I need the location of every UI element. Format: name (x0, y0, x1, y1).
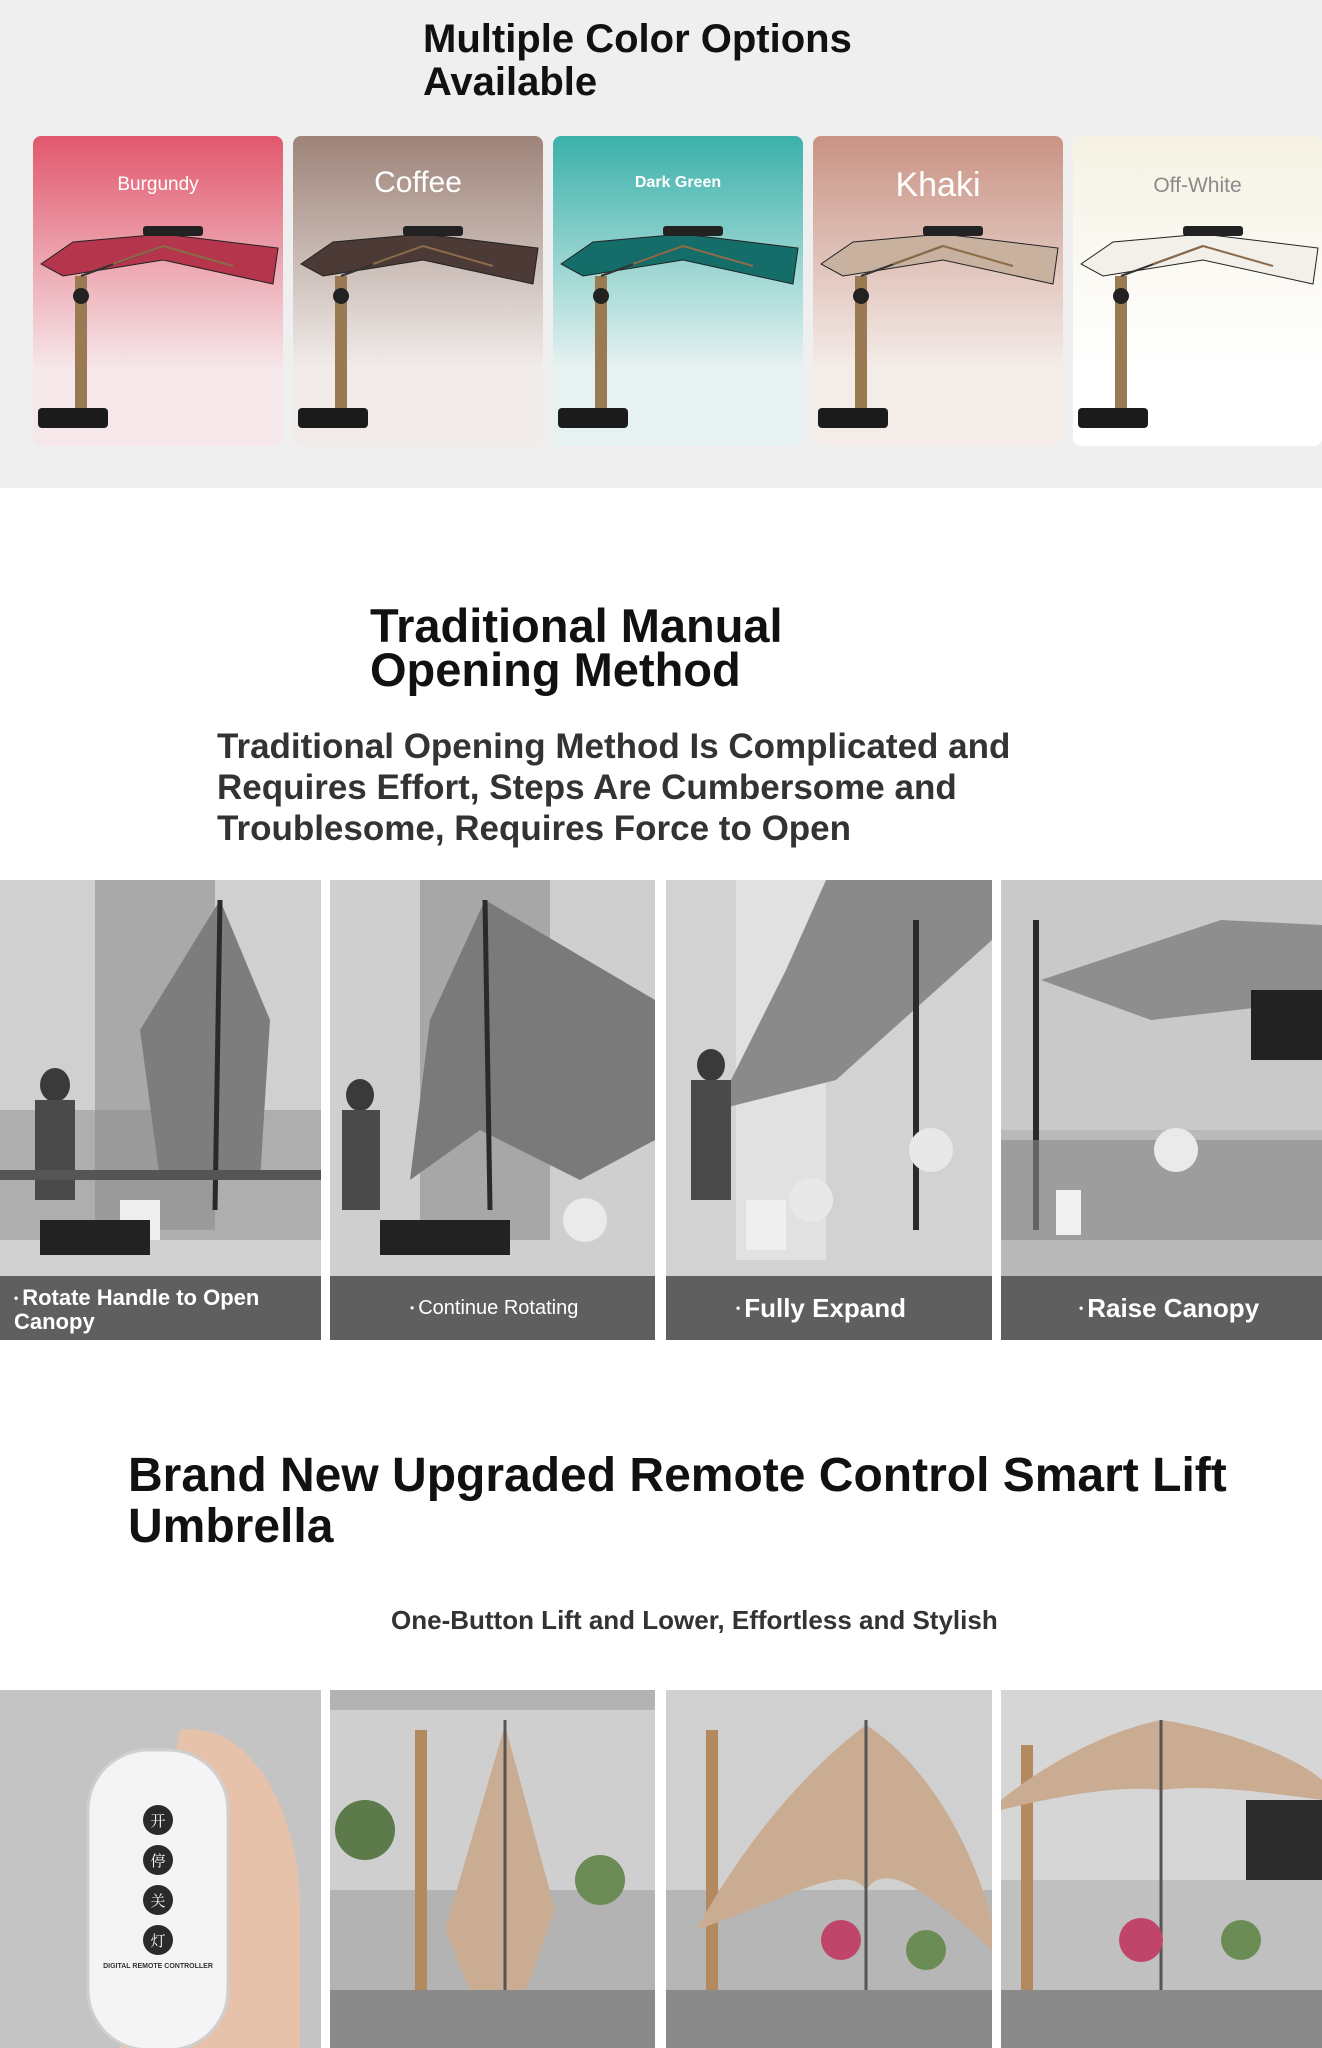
color-card-khaki (813, 136, 1063, 446)
remote-label: DIGITAL REMOTE CONTROLLER (103, 1963, 213, 1970)
remote-control-illustration (0, 1690, 321, 2048)
smart-umbrella-title: Brand New Upgraded Remote Control Smart Lift Umbrella (128, 1449, 1227, 1553)
step-photo-rotate-handle (0, 880, 321, 1340)
step-caption-text: Rotate Handle to Open Canopy (14, 1285, 260, 1334)
remote-control-photo (0, 1690, 321, 2048)
step-illustration (330, 880, 655, 1340)
lift-illustration (330, 1690, 655, 2048)
step-caption-text: Fully Expand (744, 1293, 907, 1323)
color-label: Khaki (895, 166, 981, 204)
lift-photo-half-open (666, 1690, 992, 2048)
lift-illustration (1001, 1690, 1322, 2048)
step-caption: • Continue Rotating (330, 1276, 655, 1340)
remote-button-label: 开 (150, 1812, 166, 1830)
color-label: Coffee (374, 166, 462, 199)
lift-photo-open (1001, 1690, 1322, 2048)
lift-photo-closed (330, 1690, 655, 2048)
step-caption: • Fully Expand (666, 1276, 992, 1340)
color-label: Dark Green (634, 174, 722, 191)
color-options-title: Multiple Color Options Available (423, 17, 852, 104)
color-card-dark-green (553, 136, 803, 446)
step-caption: • Rotate Handle to Open Canopy (0, 1276, 321, 1340)
remote-button-label: 关 (150, 1892, 166, 1910)
color-label: Burgundy (117, 174, 199, 195)
step-caption: • Raise Canopy (1001, 1276, 1322, 1340)
step-illustration (666, 880, 992, 1340)
color-options-section (0, 0, 1322, 488)
lift-illustration (666, 1690, 992, 2048)
step-photo-fully-expand (666, 880, 992, 1340)
color-card-burgundy (33, 136, 283, 446)
step-illustration (0, 880, 321, 1340)
step-photo-raise-canopy (1001, 880, 1322, 1340)
manual-method-title: Traditional Manual Opening Method (370, 599, 783, 696)
color-card-coffee (293, 136, 543, 446)
step-photo-continue-rotating (330, 880, 655, 1340)
step-caption-text: Continue Rotating (418, 1297, 579, 1319)
remote-button-label: 灯 (150, 1932, 166, 1950)
step-caption-text: Raise Canopy (1087, 1293, 1260, 1323)
remote-button-label: 停 (150, 1852, 166, 1870)
smart-umbrella-subtitle: One-Button Lift and Lower, Effortless and Stylish (391, 1605, 998, 1635)
step-illustration (1001, 880, 1322, 1340)
color-card-off-white (1073, 136, 1322, 446)
color-label: Off-White (1153, 174, 1242, 197)
manual-method-subtitle: Traditional Opening Method Is Complicated and Requires Effort, Steps Are Cumbersome and Troublesome, Requires Force to Open (217, 727, 1011, 848)
